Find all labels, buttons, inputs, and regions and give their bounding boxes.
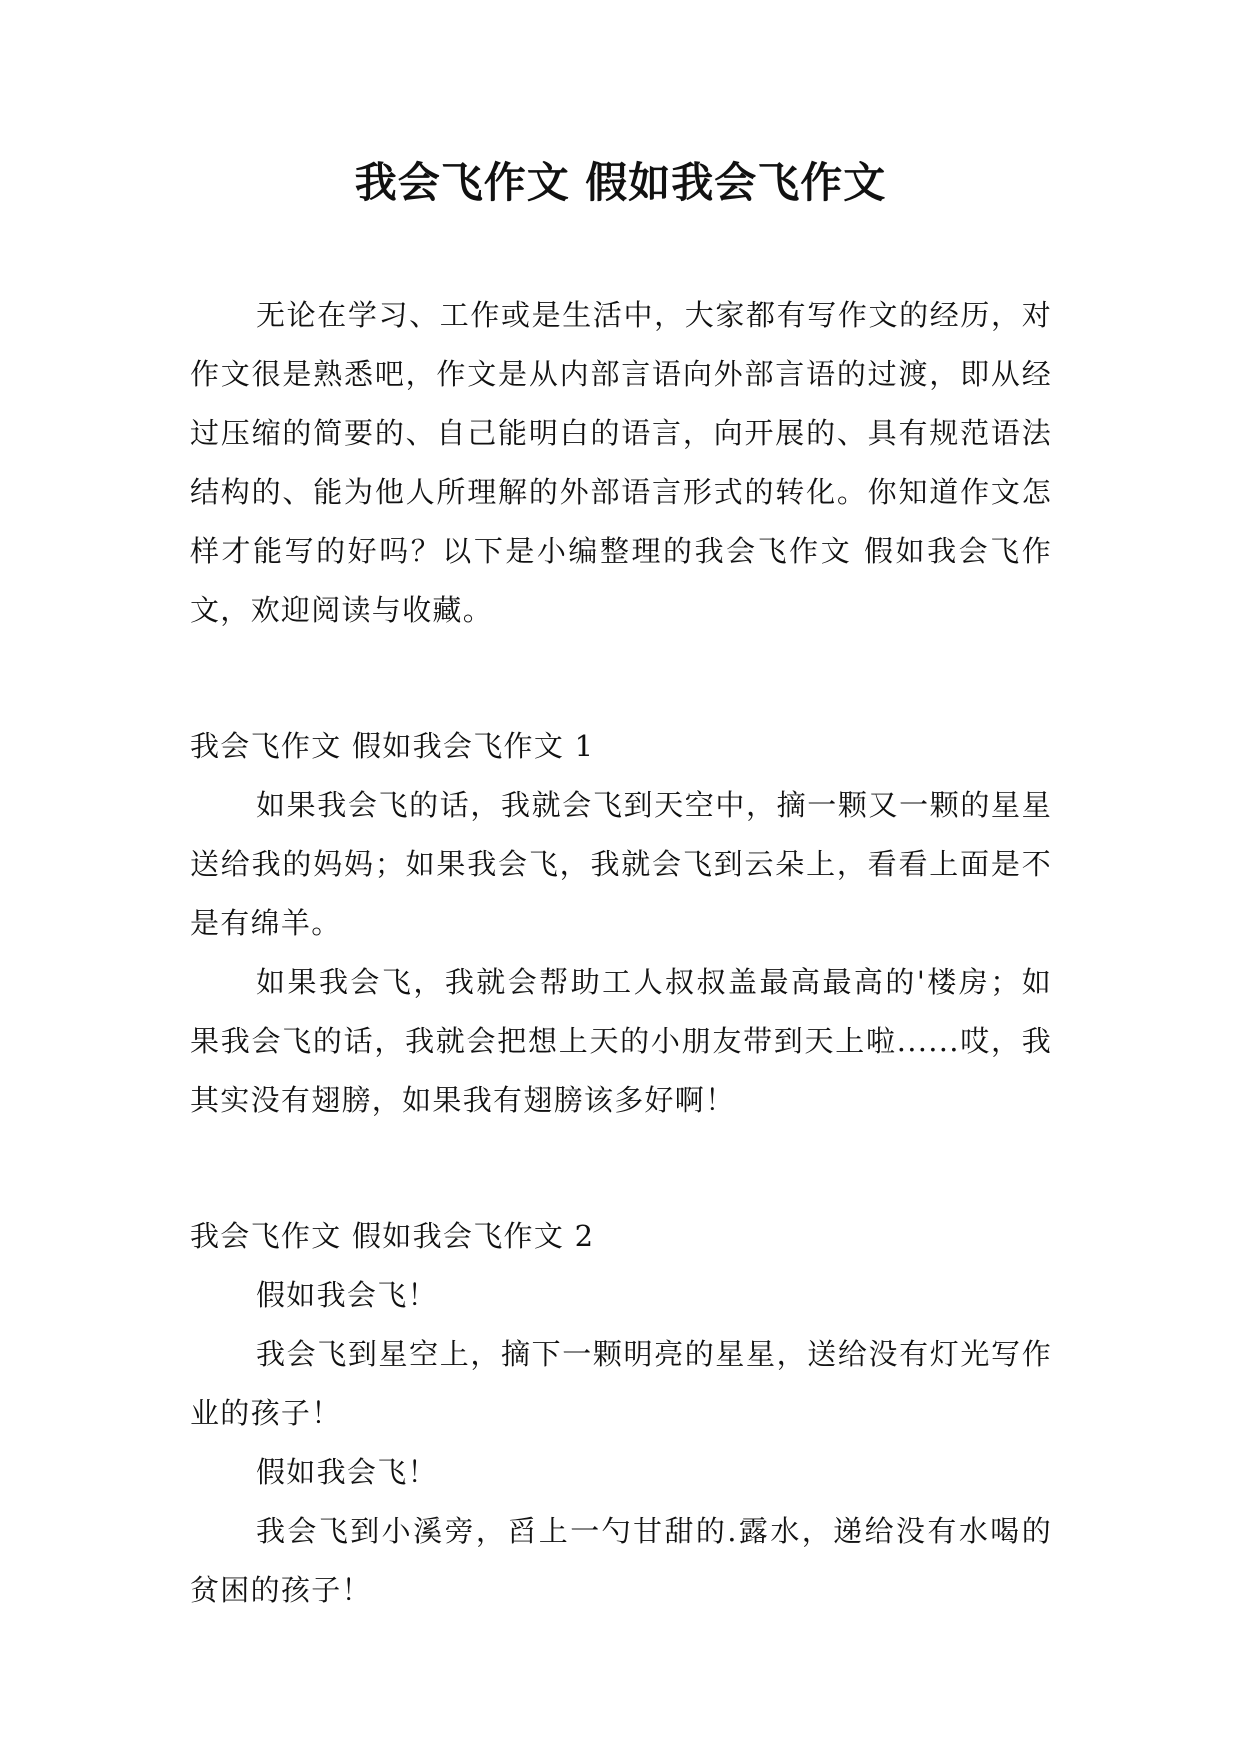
section-2	[190, 1207, 1052, 1620]
document-body	[190, 286, 1052, 1620]
section-paragraph: 我会飞到星空上，摘下一颗明亮的星星，送给没有灯光写作业的孩子！	[190, 1337, 1052, 1430]
spacer	[190, 1130, 1052, 1207]
section-paragraph: 我会飞到小溪旁，舀上一勺甘甜的.露水，递给没有水喝的贫困的孩子！	[190, 1514, 1052, 1607]
section-heading: 我会飞作文 假如我会飞作文 1	[190, 729, 595, 763]
section-1	[190, 717, 1052, 1130]
section-paragraph: 假如我会飞！	[256, 1455, 438, 1489]
section-heading: 我会飞作文 假如我会飞作文 2	[190, 1219, 595, 1253]
section-paragraph: 如果我会飞，我就会帮助工人叔叔盖最高最高的'楼房；如果我会飞的话，我就会把想上天的小朋友带到天上啦......哎，我其实没有翅膀，如果我有翅膀该多好啊！	[190, 965, 1052, 1117]
spacer	[190, 640, 1052, 717]
section-paragraph: 假如我会飞！	[256, 1278, 438, 1312]
section-paragraph: 如果我会飞的话，我就会飞到天空中，摘一颗又一颗的星星送给我的妈妈；如果我会飞，我就会飞到云朵上，看看上面是不是有绵羊。	[190, 788, 1052, 940]
document-title: 我会飞作文 假如我会飞作文	[354, 158, 887, 207]
intro-paragraph: 无论在学习、工作或是生活中，大家都有写作文的经历，对作文很是熟悉吧，作文是从内部言语向外部言语的过渡，即从经过压缩的简要的、自己能明白的语言，向开展的、具有规范语法结构的、能为他人所理解的外部语言形式的转化。你知道作文怎样才能写的好吗？以下是小编整理的我会飞作文 假如我会飞作文，欢迎阅读与收藏。	[190, 298, 1052, 627]
